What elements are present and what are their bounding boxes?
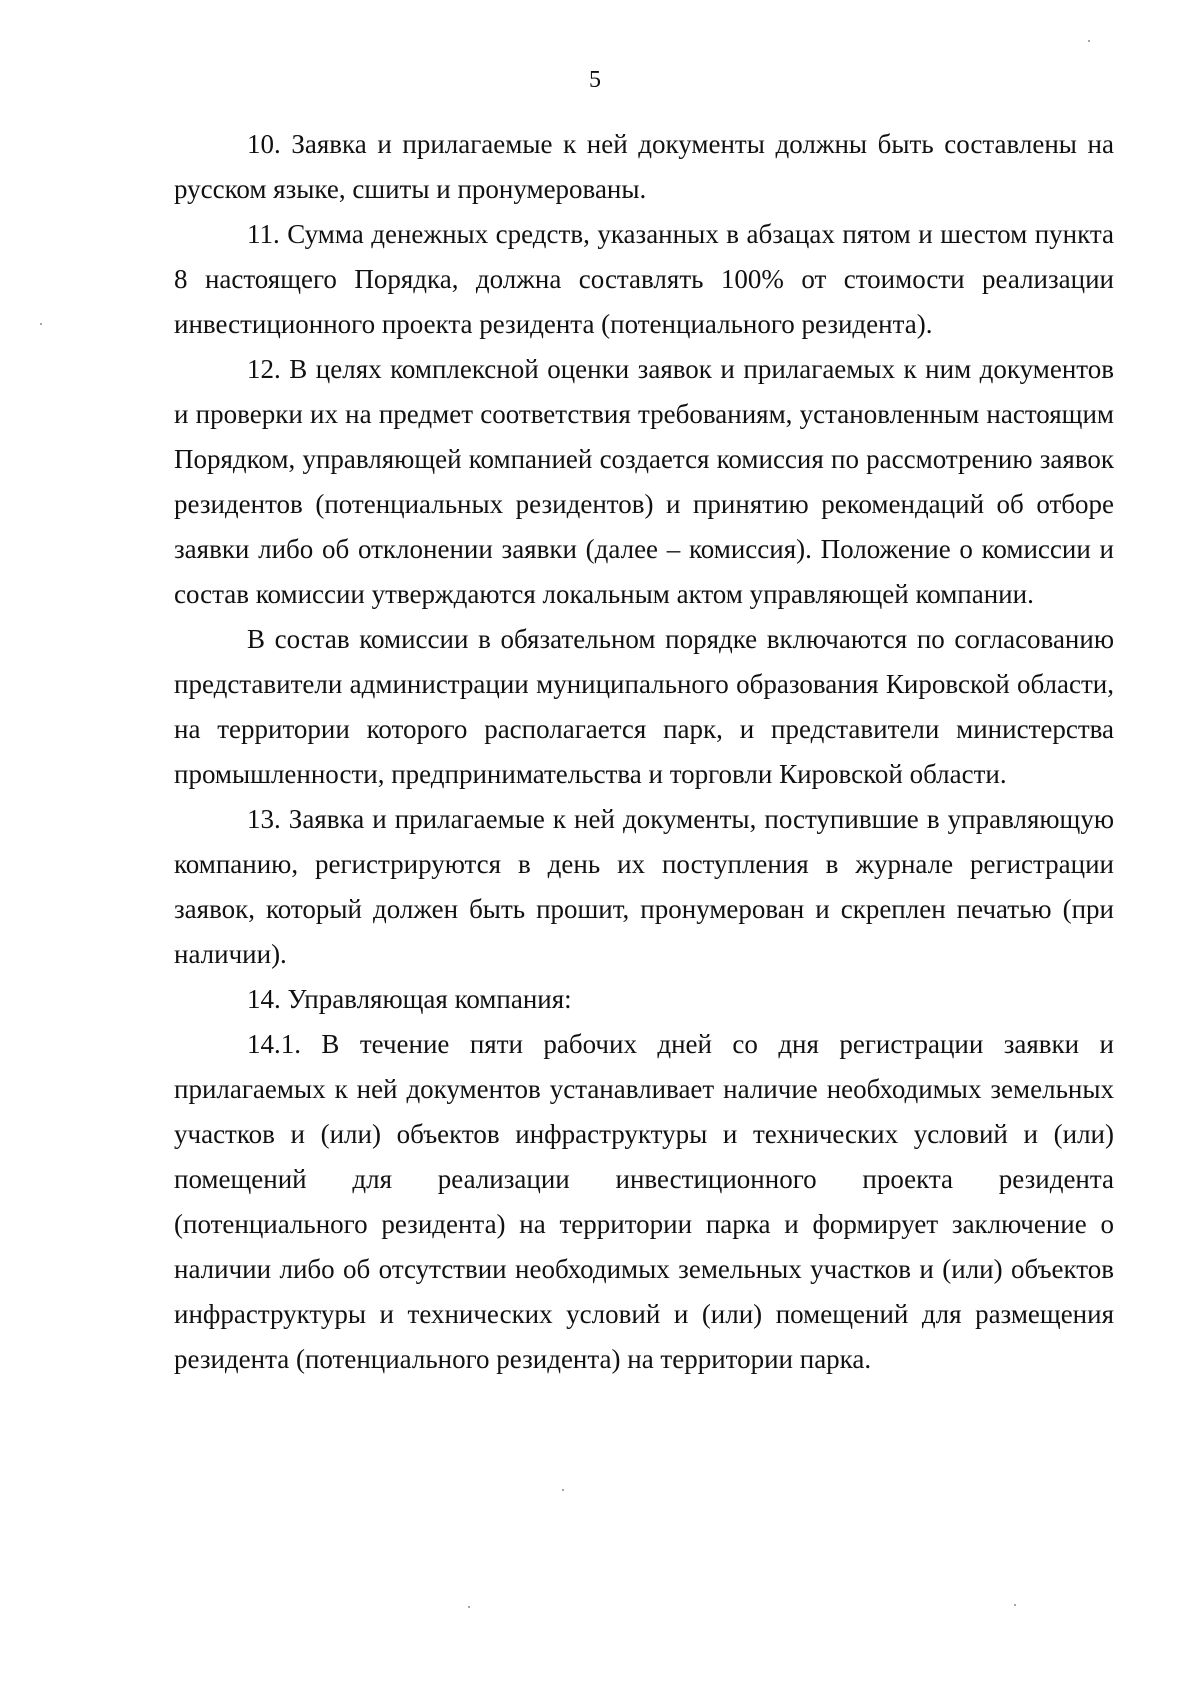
- paragraph-12-commission-composition: В состав комиссии в обязательном порядке включаются по согласованию представители администрации муниципального образования Кировской области, на территории которого располагается парк, и представители министерства промышленности, предпринимательства и торговли Кировской области.: [174, 624, 1114, 789]
- scan-speck: [40, 323, 42, 325]
- paragraph-14-1: 14.1. В течение пяти рабочих дней со дня регистрации заявки и прилагаемых к ней документов устанавливает наличие необходимых земельных участков и (или) объектов инфраструктуры и технических условий и (или) помещений для реализации инвестиционного проекта резидента (потенциального резидента) на территории парка и формирует заключение о наличии либо об отсутствии необходимых земельных участков и (или) объектов инфраструктуры и технических условий и (или) помещений для размещения резидента (потенциального резидента) на территории парка.: [174, 1029, 1114, 1374]
- paragraph-10: 10. Заявка и прилагаемые к ней документы должны быть составлены на русском языке, сшиты и пронумерованы.: [174, 129, 1114, 204]
- document-body: [174, 122, 1114, 1382]
- paragraph-12: 12. В целях комплексной оценки заявок и прилагаемых к ним документов и проверки их на предмет соответствия требованиям, установленным настоящим Порядком, управляющей компанией создается комиссия по рассмотрению заявок резидентов (потенциальных резидентов) и принятию рекомендаций об отборе заявки либо об отклонении заявки (далее – комиссия). Положение о комиссии и состав комиссии утверждаются локальным актом управляющей компании.: [174, 354, 1114, 609]
- scan-speck: [468, 1606, 470, 1608]
- scan-speck: [562, 1489, 564, 1491]
- scan-speck: [1088, 40, 1090, 42]
- paragraph-11: 11. Сумма денежных средств, указанных в абзацах пятом и шестом пункта 8 настоящего Порядка, должна составлять 100% от стоимости реализации инвестиционного проекта резидента (потенциального резидента).: [174, 219, 1114, 339]
- paragraph-13: 13. Заявка и прилагаемые к ней документы, поступившие в управляющую компанию, регистрируются в день их поступления в журнале регистрации заявок, который должен быть прошит, пронумерован и скреплен печатью (при наличии).: [174, 804, 1114, 969]
- paragraph-14: 14. Управляющая компания:: [247, 984, 572, 1014]
- page-number: 5: [589, 67, 601, 93]
- scan-speck: [1014, 1604, 1016, 1606]
